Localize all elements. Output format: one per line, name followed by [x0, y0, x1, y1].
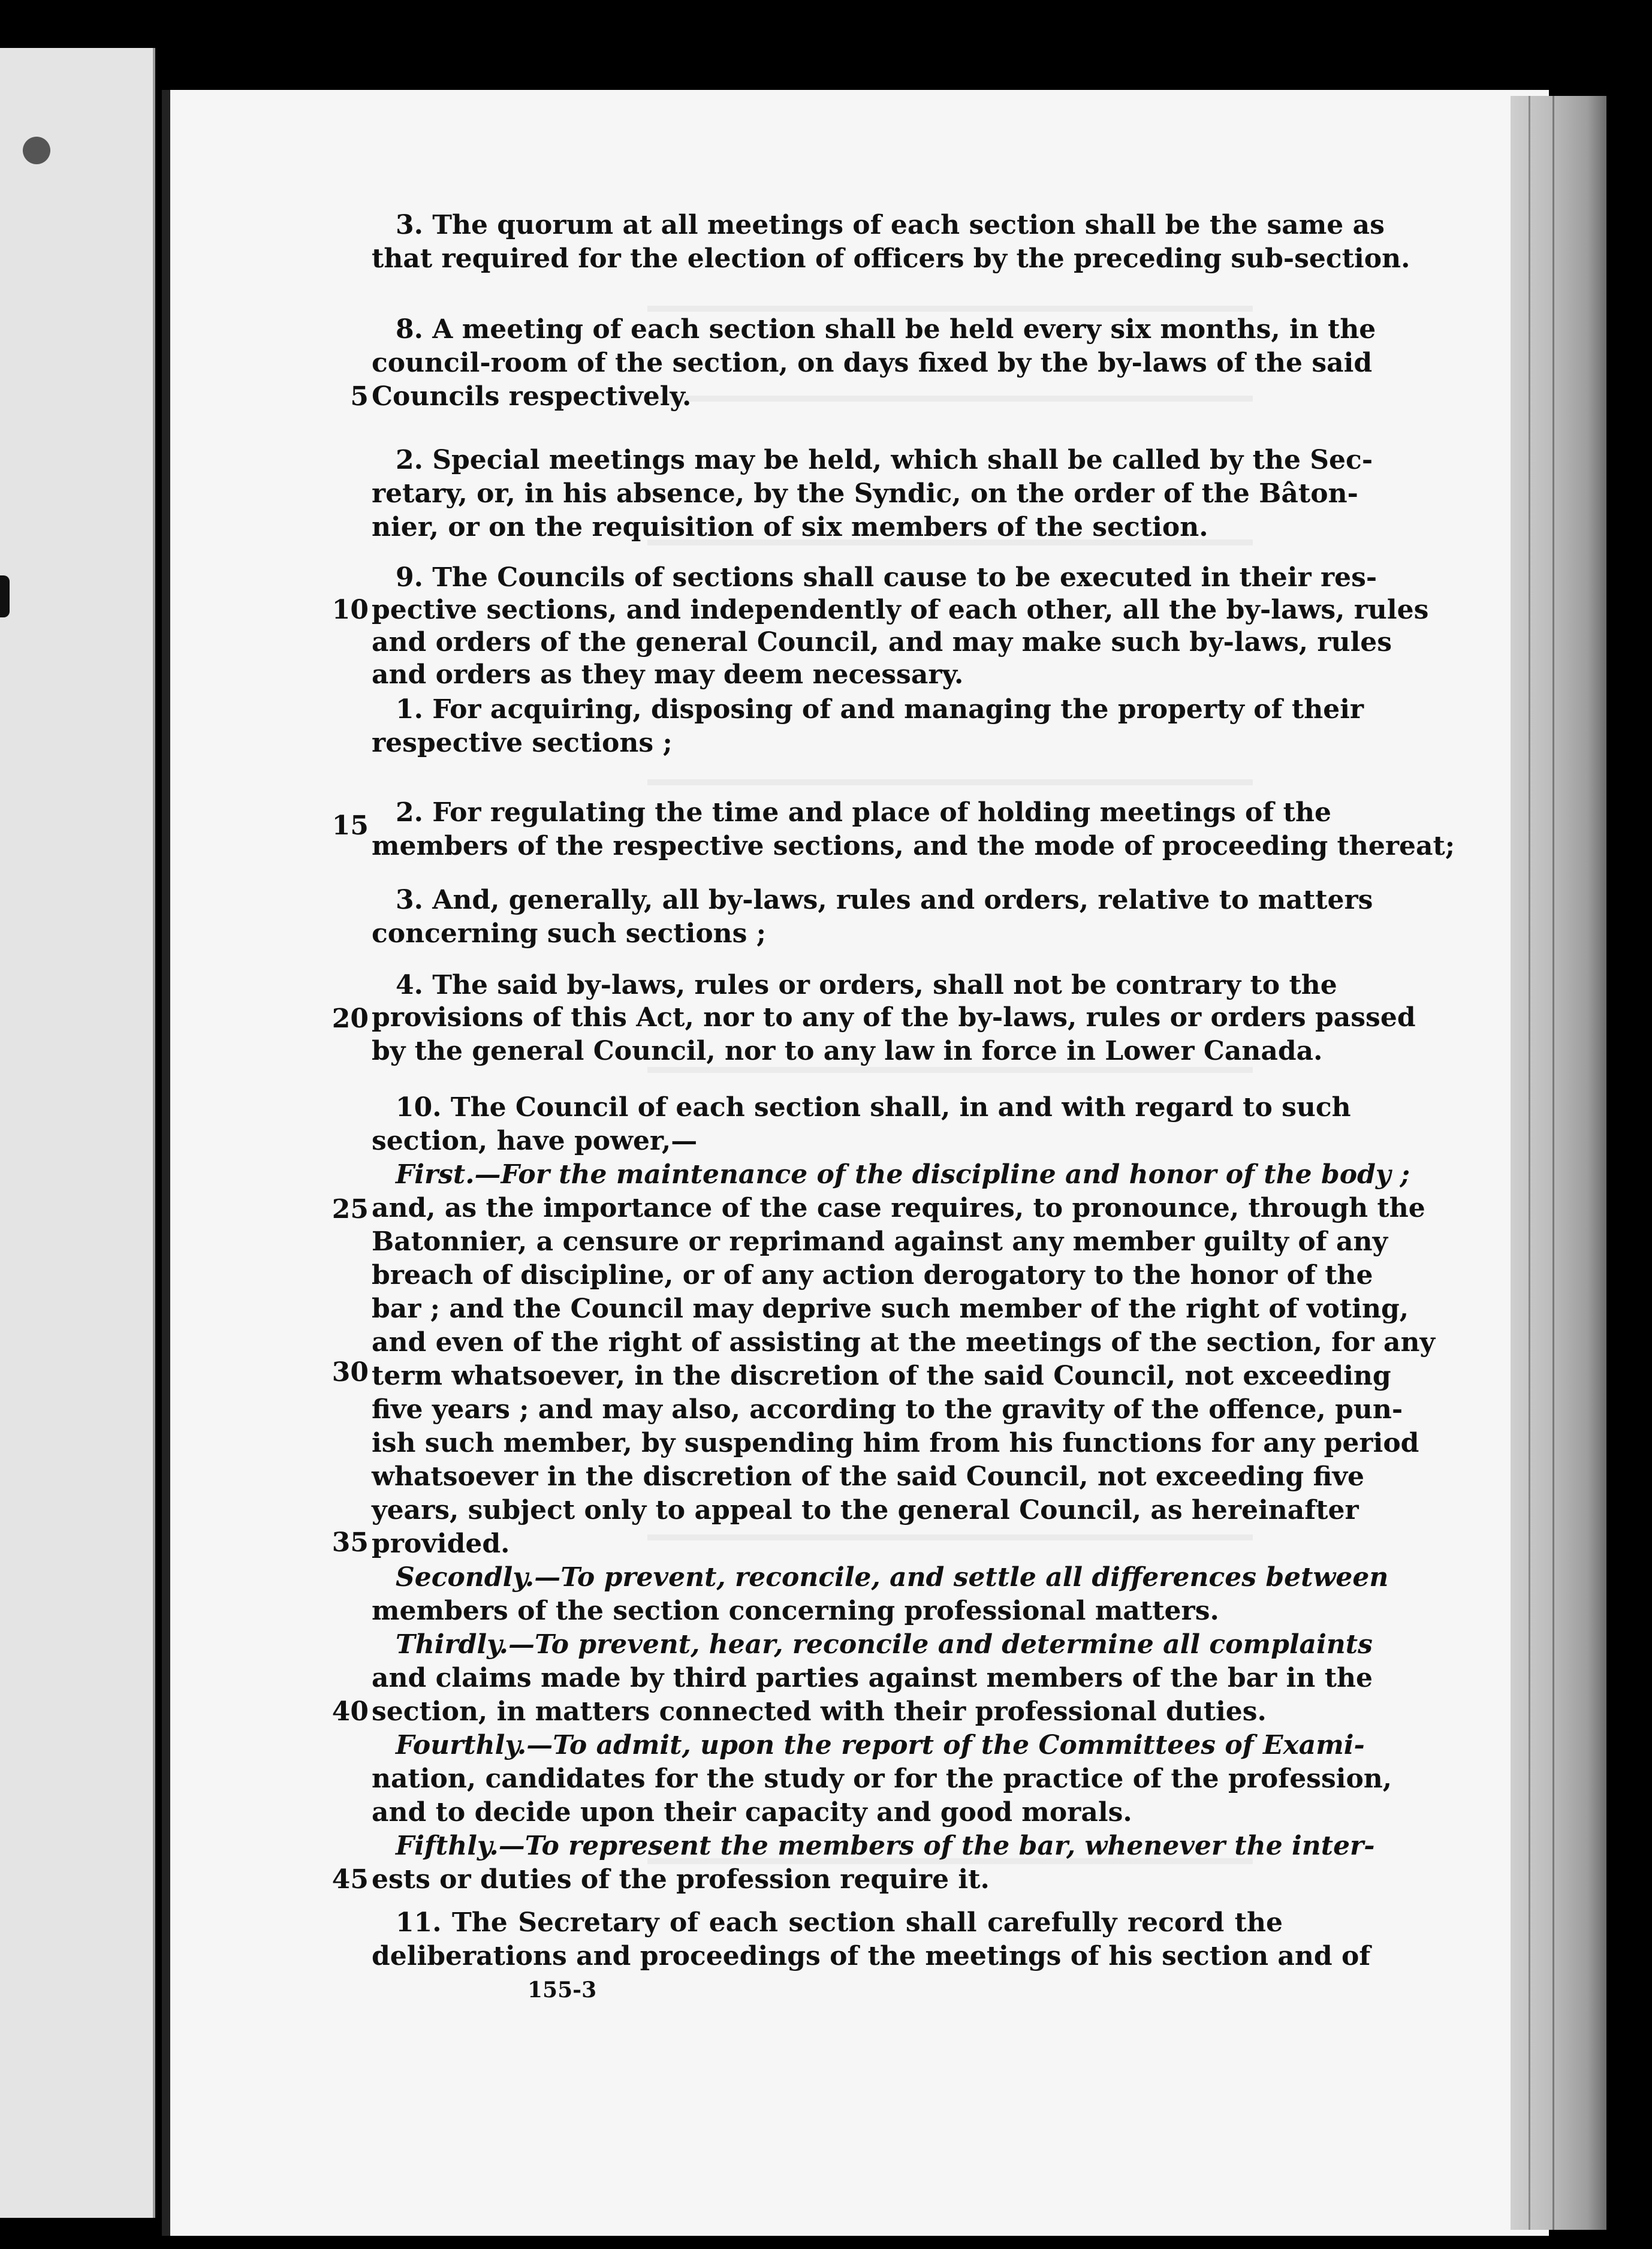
facing-page-strip [0, 48, 155, 2218]
text-line: 9. The Councils of sections shall cause to be executed in their res- [396, 562, 1377, 593]
text-line: First.—For the maintenance of the discipline and honor of the body ; [396, 1159, 1410, 1190]
text-line: whatsoever in the discretion of the said Council, not exceeding five [372, 1461, 1365, 1492]
text-line: and even of the right of assisting at the meetings of the section, for any [372, 1327, 1436, 1358]
text-line: 11. The Secretary of each section shall carefully record the [396, 1907, 1283, 1938]
line-number: 10 [331, 595, 369, 625]
text-line: nation, candidates for the study or for the practice of the profession, [372, 1763, 1392, 1794]
text-line: Batonnier, a censure or reprimand against any member guilty of any [372, 1226, 1388, 1257]
text-line: breach of discipline, or of any action derogatory to the honor of the [372, 1260, 1373, 1291]
line-number: 30 [331, 1357, 369, 1388]
text-line: Thirdly.—To prevent, hear, reconcile and determine all complaints [396, 1629, 1373, 1660]
text-line: provided. [372, 1529, 510, 1559]
text-line: Fourthly.—To admit, upon the report of the Committees of Exami- [396, 1730, 1365, 1760]
text-line: deliberations and proceedings of the meetings of his section and of [372, 1941, 1371, 1971]
line-number: 35 [331, 1527, 369, 1558]
line-number: 5 [350, 381, 369, 412]
signature-mark: 155-3 [527, 1977, 597, 2003]
text-line: retary, or, in his absence, by the Syndic, on the order of the Bâton- [372, 478, 1358, 509]
line-number: 40 [331, 1696, 369, 1727]
line-number: 45 [331, 1864, 369, 1895]
line-number: 15 [331, 810, 369, 841]
text-line: and claims made by third parties against members of the bar in the [372, 1663, 1373, 1693]
text-line: respective sections ; [372, 728, 673, 758]
text-line: provisions of this Act, nor to any of the by-laws, rules or orders passed [372, 1002, 1416, 1033]
text-line: members of the respective sections, and the mode of proceeding thereat; [372, 831, 1455, 861]
text-line: pective sections, and independently of each other, all the by-laws, rules [372, 595, 1429, 625]
text-line: by the general Council, nor to any law in force in Lower Canada. [372, 1036, 1323, 1066]
text-line: members of the section concerning professional matters. [372, 1596, 1219, 1626]
text-line: section, have power,— [372, 1126, 698, 1156]
text-line: and to decide upon their capacity and good morals. [372, 1797, 1132, 1828]
text-line: 3. And, generally, all by-laws, rules and orders, relative to matters [396, 885, 1373, 915]
text-line: ests or duties of the profession require it. [372, 1864, 990, 1895]
text-line: Fifthly.—To represent the members of the bar, whenever the inter- [396, 1831, 1375, 1861]
show-through [647, 306, 1253, 312]
text-line: years, subject only to appeal to the general Council, as hereinafter [372, 1495, 1359, 1526]
text-line: council-room of the section, on days fixed by the by-laws of the said [372, 348, 1373, 378]
text-line: nier, or on the requisition of six members of the section. [372, 512, 1208, 542]
page-edge [1511, 96, 1606, 2230]
text-line: 1. For acquiring, disposing of and managing the property of their [396, 694, 1364, 725]
text-line: and orders of the general Council, and may make such by-laws, rules [372, 627, 1392, 658]
text-line: 8. A meeting of each section shall be held every six months, in the [396, 314, 1376, 345]
text-line: bar ; and the Council may deprive such member of the right of voting, [372, 1294, 1409, 1324]
text-line: and, as the importance of the case requires, to pronounce, through the [372, 1193, 1425, 1223]
text-line: 2. Special meetings may be held, which shall be called by the Sec- [396, 445, 1373, 475]
text-line: ish such member, by suspending him from his functions for any period [372, 1428, 1419, 1458]
show-through [647, 779, 1253, 785]
text-line: 4. The said by-laws, rules or orders, shall not be contrary to the [396, 970, 1337, 1000]
text-line: five years ; and may also, according to the gravity of the offence, pun- [372, 1394, 1403, 1425]
text-line: concerning such sections ; [372, 918, 767, 949]
line-number: 25 [331, 1194, 369, 1225]
text-line: term whatsoever, in the discretion of the said Council, not exceeding [372, 1361, 1391, 1391]
binding-hole [23, 137, 50, 164]
text-line: Councils respectively. [372, 381, 692, 412]
line-number: 20 [331, 1003, 369, 1034]
text-line: section, in matters connected with their professional duties. [372, 1696, 1267, 1727]
text-line: that required for the election of officers by the preceding sub-section. [372, 243, 1410, 274]
text-line: 3. The quorum at all meetings of each section shall be the same as [396, 210, 1385, 240]
binding-mark [0, 575, 10, 617]
text-line: Secondly.—To prevent, reconcile, and settle all differences between [396, 1562, 1389, 1593]
text-line: 10. The Council of each section shall, in and with regard to such [396, 1092, 1351, 1123]
text-line: 2. For regulating the time and place of holding meetings of the [396, 797, 1331, 828]
text-line: and orders as they may deem necessary. [372, 659, 964, 690]
